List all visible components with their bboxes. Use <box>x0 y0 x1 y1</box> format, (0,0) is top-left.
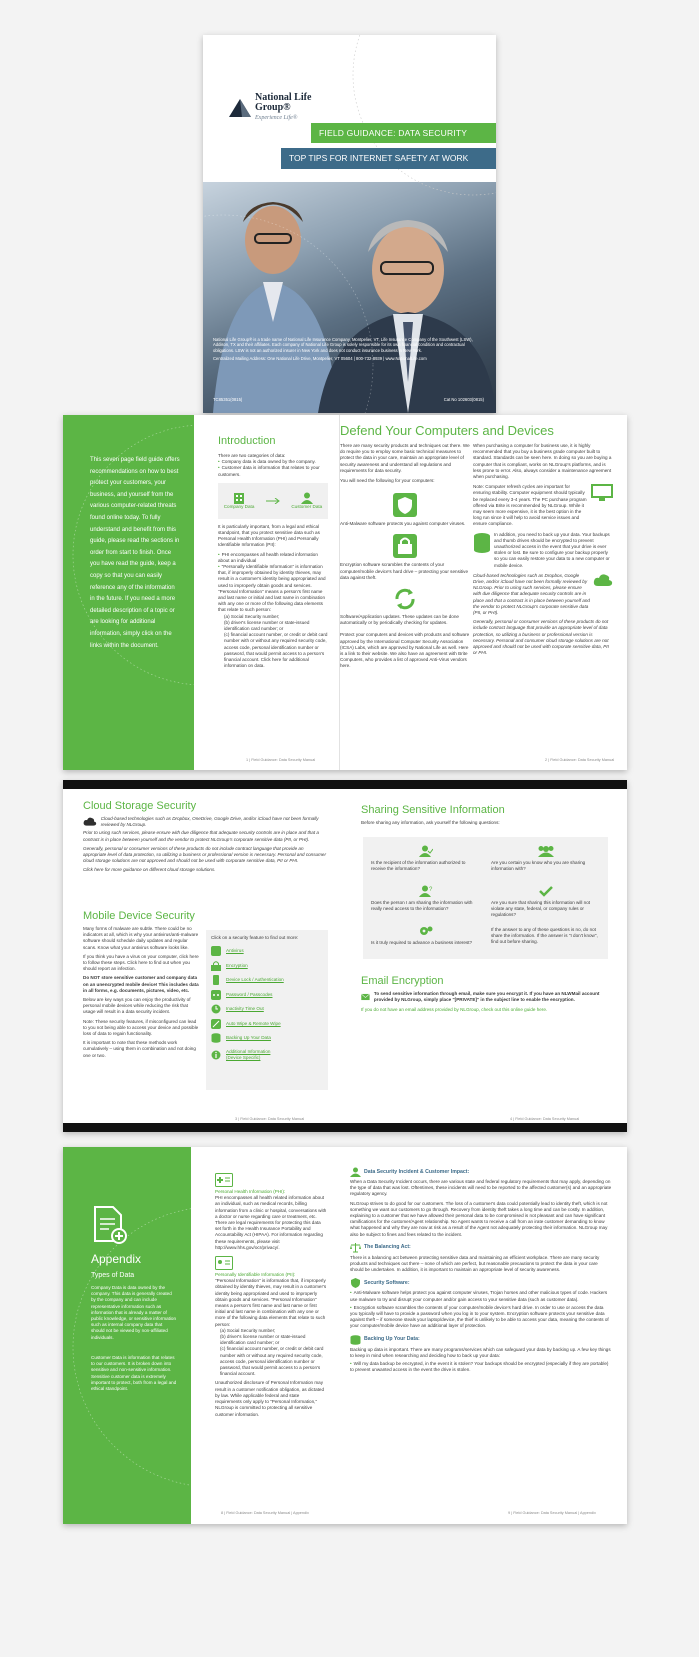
question-4 <box>491 885 601 919</box>
defend-item-updates <box>340 587 470 626</box>
keypad-icon <box>211 990 221 1000</box>
question-2-text: Are you certain you know who you are sharing information with? <box>491 860 586 872</box>
questions-note: If the answer to any of these questions is no, do not share the information. If the answer is "I don't know", find out before sharing. <box>491 927 598 945</box>
cover-band-top-tips: TOP TIPS FOR INTERNET SAFETY AT WORK <box>281 148 496 169</box>
mobile-cumulative-text: It is important to note that these methods work cumulatively – using them in combination and not doing one or two. <box>83 1040 196 1058</box>
svg-text:?: ? <box>429 887 433 893</box>
intro-categories-text: There are two categories of data: <box>218 453 286 458</box>
feature-device-lock[interactable] <box>211 973 323 988</box>
software-bullet-antimalware: • Anti-Malware software helps protect you against computer viruses, Trojan horses and other malicious types of code. Hackers use malware to try and disrupt your computer and/or gain access to your sensitive data (such as customer data). <box>350 1290 612 1302</box>
building-icon <box>232 492 246 504</box>
software-heading <box>350 1278 612 1288</box>
cover-disclaimer-text: National Life Group® is a trade name of National Life Insurance Company, Montpelier, VT, Life Insurance Company of the Southwest (LSW), Addison, TX and their affiliates. Each company of National Life Group is solely responsible for its own financial condition and contractual obligations. LSW is not an authorized insurer in New York and does not conduct insurance business in New York. <box>213 337 473 353</box>
sharing-title: Sharing Sensitive Information <box>361 804 505 816</box>
question-2 <box>491 845 601 872</box>
group-icon <box>350 1167 361 1177</box>
feature-label: Device Lock / Authentication <box>226 977 284 983</box>
defend-column-1 <box>340 443 470 670</box>
intro-sensitive-text: It is particularly important, from a legal and ethical standpoint, that you protect sensitive data such as Personal Health Information (PHI) and Personally Identifiable Information (PII): <box>218 523 320 548</box>
customer-data-item <box>291 492 322 510</box>
sharing-section <box>361 804 611 826</box>
defend-antimalware-text: Anti-Malware software protects you against computer viruses. <box>340 521 466 527</box>
incident-title: Data Security Incident & Customer Impact: <box>364 1168 470 1175</box>
spread-cloud-mobile-sharing <box>63 780 627 1132</box>
intro-bullet-customer: • Customer data is information that relates to your customers. <box>218 465 328 477</box>
national-life-logo <box>229 93 311 121</box>
company-data-label: Company Data <box>223 503 255 509</box>
feature-label: Encryption <box>226 962 248 968</box>
email-guide-link[interactable]: If you do not have an email address provided by NLGroup, check out this online guide here. <box>361 1007 548 1013</box>
cloud-intro: Cloud-based technologies such as Dropbox, OneDrive, Google Drive, and/or iCloud have not been formally reviewed by NLGroup. <box>100 816 319 828</box>
backup-text: Backing up data is important. There are many programs/services which can safeguard your data by backing up. A few key things to keep in mind when researching and deciding how to back up your data: <box>350 1346 611 1358</box>
cloud-title: Cloud Storage Security <box>83 800 197 812</box>
phone-lock-icon <box>211 975 221 985</box>
database-icon <box>350 1335 361 1345</box>
incident-heading <box>350 1167 612 1177</box>
defend-title-wrap <box>340 423 610 438</box>
page-footer-4: 4 | Field Guidance: Data Security Manual <box>510 1117 580 1121</box>
balancing-title: The Balancing Act: <box>364 1244 411 1251</box>
security-features-box <box>206 930 328 1090</box>
pii-title: Personally Identifiable Information (PII): <box>215 1272 296 1278</box>
feature-encryption[interactable] <box>211 959 323 974</box>
defend-note-text: Note: Computer refresh cycles are important for ensuring stability. Computer equipment should typically be replaced every 3-4 years. The PC purchase program offered via Brite is recommended by NLGroup. While it may seem more expensive, it is the best option in the long run since it will help to avoid service issues and ensure compliance. <box>473 484 587 527</box>
arrow-right-icon <box>266 498 280 504</box>
feature-antivirus[interactable] <box>211 944 323 959</box>
defend-backup-text: In addition, you need to back up your data. Your backups and thumb drives should be encrypted to prevent unauthorized access in the event that your drive is ever stolen or lost. Be sure to configure your backup properly so you can easily restore your data to a new computer or mobile device. <box>494 531 610 568</box>
cover-cat-number: Cat No 102603(0815) <box>443 397 484 402</box>
cloud-icon <box>593 573 613 587</box>
email-encrypt-text: To send sensitive information through email, make sure you encrypt it. If you have an NLWMail account provided by NLGroup, simply place "[PRIVATE]" in the subject line to enable the encryption. <box>373 991 600 1003</box>
email-section <box>361 975 611 1014</box>
logo-tagline: Experience Life® <box>255 115 298 121</box>
mobile-section <box>83 910 201 1059</box>
intro-item-c: (c) financial account number, or credit or debit card number with or without any required security code, access code, personal identification number or password, that would permit access to a person's financial account. Click here for additional information on data. <box>224 632 328 669</box>
question-1 <box>371 845 481 872</box>
question-3 <box>371 885 481 912</box>
lock-icon <box>211 961 221 971</box>
feature-password[interactable] <box>211 988 323 1003</box>
clock-icon <box>211 1004 221 1014</box>
question-3-text: Does the person I am sharing the information with really need access to the information? <box>371 900 473 912</box>
feature-backup[interactable] <box>211 1031 323 1046</box>
defend-note-block <box>473 484 613 527</box>
feature-label: Auto Wipe & Remote Wipe <box>226 1020 281 1026</box>
mobile-keyways-text: Below are key ways you can enjoy the productivity of personal mobile devices while reducing the risk that usage will result in a data security incident. <box>83 997 191 1015</box>
user-question-icon <box>419 885 433 897</box>
feature-label: Additional Information (Device Specific) <box>226 1048 271 1060</box>
logo-name-line2: Group® <box>255 102 291 113</box>
cover-mailing-address: Centralized Mailing Address: One National Life Drive, Montpelier, VT 05604 | 800-732-8939 | www.NationalLife.com <box>213 356 427 362</box>
types-company-text: Company Data is data owned by the company. This data is generally created by the company and can include representative information such as information that is already a matter of public knowledge, or sensitive information such as internal company data that should not be viewed by non-affiliated individuals. <box>91 1285 177 1340</box>
defend-icsa-text: Protect your computers and devices with products and software approved by the International Computer Security Association (ICSA) Labs, which are approved by National Life as well. Here is a link to their website. We also have an agreement with Brite Computers, who provides a list of approved Anti-Virus vendors here. <box>340 632 470 669</box>
mountain-logo-icon <box>229 97 251 117</box>
envelope-icon <box>361 991 370 1003</box>
page-footer-9: 9 | Field Guidance: Data Security Manual | Appendix <box>508 1511 596 1515</box>
question-1-text: Is the recipient of the information authorized to receive the information? <box>371 860 466 872</box>
cloud-guidance-link[interactable]: Click here for more guidance on different cloud storage solutions. <box>83 867 216 873</box>
incident-text-2: NLGroup strives to do good for our customers. The loss of a customer's data could potentially lead to identity theft, which is not something we want our customers to go through. Recovery from identity theft takes a long time and can be costly. In addition, explaining to a customer that we have allowed their personal data to be compromised is not pleasant and can have significant ramifications for the customer/Agent relationship. No Agent wants to receive a call from an irate customer demanding to know what happened and why they are now at risk as a result of the Agent not adequately protecting their information. NLGroup may also be subject to fines and fees related to the incident. <box>350 1200 608 1237</box>
mobile-malware-text: Many forms of malware are subtle. There could be no indicators at all, which is why your antivirus/anti-malware software should schedule daily updates and regular scans. Know what your antivirus software looks like. <box>83 926 199 950</box>
top-edge-bar <box>63 780 627 789</box>
backup-title: Backing Up Your Data: <box>364 1336 420 1343</box>
mobile-virus-text: If you think you have a virus on your computer, click here to follow these steps. Click here to find out when you should report an infection. <box>83 953 199 972</box>
spread-intro-defend <box>63 415 627 770</box>
mobile-title: Mobile Device Security <box>83 910 195 922</box>
backup-heading <box>350 1335 612 1345</box>
feature-label: Inactivity Time Out <box>226 1006 264 1012</box>
antivirus-icon <box>211 946 221 956</box>
cloud-icon <box>83 816 97 827</box>
defend-generally-text: Generally, personal or consumer versions of these products do not include contract language that provide an appropriate level of data protection, so utilizing a business or professional version is necessary. Personal and consumer cloud storage solutions are not approved and should not be used with corporate sensitive data, PII or PHI. <box>473 619 609 656</box>
backup-icon <box>211 1033 221 1043</box>
defend-item-encryption <box>340 533 470 581</box>
sidebar-intro-text: This seven page field guide offers recommendations on how to best protect your customers, your business, and yourself from the various computer-related threats found online today. To fully understand and benefit from this guide, please read the sections in order from start to finish. Once you have read the guide, keep a copy so that you can easily reference any of the information in the future. If you need a more detailed description of a topic or are looking for additional information, simply click on the links within the document. <box>90 457 180 649</box>
monitor-icon <box>591 484 613 502</box>
page-footer-2: 2 | Field Guidance: Data Security Manual <box>545 758 615 762</box>
id-card-icon <box>215 1256 233 1270</box>
intro-bullet-pii: • "Personally Identifiable Information" is information that, if improperly obtained by identity thieves, may result in a customer's identity being appropriated and used to improperly obtain goods and services. "Personal Information" means a person's first name and last name or initial and last name in combination with any one or more of the following data elements that relate to such person: <box>218 564 328 614</box>
defend-cloud-block <box>473 573 613 616</box>
user-check-icon <box>419 845 433 857</box>
defend-need-text: You will need the following for your computers: <box>340 478 435 484</box>
phi-text: PHI encompasses all health related information about an individual, such as medical records, billing information from a clinic or hospital, conversations with a doctor or nurse regarding care or treatment, etc. There are legal requirements for protecting this data set forth in the Health Insurance Portability and Accountability Act (HIPAA). For information regarding these requirements, please visit http://www.hhs.gov/ocr/privacy/. <box>215 1195 327 1250</box>
types-customer-text: Customer Data is information that relates to our customers. It is broken down into sensitive and non-sensitive information. Sensitive customer data is extremely important to protect, both from a legal and ethical standpoint. <box>91 1355 177 1392</box>
appendix-column-2 <box>350 1167 612 1373</box>
question-5 <box>371 925 481 946</box>
page-footer-8: 8 | Field Guidance: Data Security Manual | Appendix <box>221 1511 309 1515</box>
bottom-edge-bar <box>63 1123 627 1132</box>
person-icon <box>300 492 314 504</box>
software-bullet-encryption: • Encryption software scrambles the contents of your computer/mobile device's hard drive. In order to use or access the data you typically will have to provide a password when you log in to your system. Encryption software protects your sensitive data against theft – if someone steals your laptop/device, the thief is unlikely to be able to access your data, meaning the contents of your computer/mobile device have an additional layer of protection. <box>350 1305 612 1330</box>
defend-updates-text: Software/Application updates. These updates can be done automatically or by periodically checking for updates. <box>340 614 459 626</box>
intro-sidebar <box>63 415 194 770</box>
mobile-warning-text: Do NOT store sensitive customer and company data on an unencrypted mobile device! This includes data in all forms, e.g. documents, pictures, video, etc. <box>83 975 199 993</box>
email-title: Email Encryption <box>361 975 444 987</box>
defend-item-antimalware <box>340 492 470 527</box>
wipe-icon <box>211 1019 221 1029</box>
logo-name-line1: National Life <box>255 92 312 103</box>
feature-label: Antivirus <box>226 948 244 954</box>
pii-text: "Personal Information" is information that, if improperly obtained by identity thieves, may result in a customer's identity being appropriated and used to improperly obtain goods and services. "Personal Information" means a person's first name and last name or first initial and last name in combination with any one or more of the following data elements that relate to such person: <box>215 1278 327 1327</box>
defend-cloud-text: Cloud-based technologies such as Dropbox, Google Drive, and/or iCloud have not been formally reviewed by NLGroup. Prior to using such services, please ensure with due diligence that adequate security controls are in place and that a contract is in place between yourself and the vendor to protect NLGroup's corporate sensitive data (PII, or PHI). <box>473 572 590 616</box>
database-icon <box>473 532 491 554</box>
feature-inactivity[interactable] <box>211 1002 323 1017</box>
refresh-icon <box>393 587 417 611</box>
appendix-sidebar <box>63 1147 191 1524</box>
intro-item-b: (b) driver's license number or state-issued identification card number; or <box>224 619 310 632</box>
intro-bullet-phi: • PHI encompasses all health related information about an individual <box>218 552 328 564</box>
feature-header: Click on a security feature to find out more: <box>211 935 299 940</box>
shield-icon <box>350 1278 361 1288</box>
balancing-text: There is a balancing act between protecting sensitive data and maintaining an efficient workplace. There are many security products and techniques out there – none of which are perfect, but reasonable precautions to protect the data in your care should be undertaken. In addition, it is important to maintain an appropriate level of security awareness. <box>350 1254 600 1273</box>
intro-item-a: (a) Social Security number; <box>224 613 280 619</box>
defend-encryption-text: Encryption software scrambles the contents of your computer/mobile device's hard drive – protecting your sensitive data against theft. <box>340 562 469 580</box>
question-4-text: Are you sure that sharing this information will not violate any state, federal, or company rules or regulations? <box>491 900 591 918</box>
customer-data-label: Customer Data <box>291 503 323 509</box>
types-title: Types of Data <box>91 1272 135 1279</box>
checkmark-icon <box>539 885 553 897</box>
defend-title: Defend Your Computers and Devices <box>340 423 554 438</box>
pii-item-b: (b) driver's license number or state-issued identification card number; or <box>220 1334 306 1346</box>
group-icon <box>536 845 556 857</box>
balancing-heading <box>350 1243 612 1253</box>
question-5-text: Is it truly required to advance a business interest? <box>371 940 473 945</box>
intro-title: Introduction <box>218 435 276 447</box>
cloud-generally: Generally, personal or consumer versions of these products do not include contract language that provide an appropriate level of data protection, so utilizing a business or professional version is necessary. Personal and consumer cloud storage solutions are not approved and should not be used with corporate sensitive data, PII or PHI. <box>83 845 327 864</box>
document-add-icon <box>93 1205 127 1245</box>
cover-tc-code: TC85351(0815) <box>213 397 243 402</box>
shield-lock-icon <box>392 492 418 518</box>
cloud-section <box>83 800 328 874</box>
feature-auto-wipe[interactable] <box>211 1017 323 1032</box>
page-footer-1: 1 | Field Guidance: Data Security Manual <box>246 758 316 762</box>
cloud-intro-row <box>83 816 328 828</box>
cloud-diligence: Prior to using such services, please ensure with due diligence that adequate security controls are in place and that a contract is in place between yourself and the vendor to protect NLGroup's corporate sensitive data (PII, or PHI). <box>83 830 319 842</box>
spread-appendix <box>63 1147 627 1524</box>
intro-bullet-company: • Company data is data owned by the company. <box>218 459 328 465</box>
cover-band-field-guidance: FIELD GUIDANCE: DATA SECURITY <box>311 123 496 143</box>
pii-item-a: (a) Social Security number; <box>220 1327 276 1333</box>
data-types-diagram <box>218 483 328 519</box>
sharing-questions-box <box>363 837 608 959</box>
feature-label: Password / Passcodes <box>226 991 273 997</box>
phi-title: Personal Health Information (PHI): <box>215 1189 286 1194</box>
info-icon <box>211 1050 221 1060</box>
backup-bullet-encrypted: • Will my data backup be encrypted, in the event it is stolen? Your backups should be encrypted (especially if they are portable) to prevent unwanted access in the event the drive is stolen. <box>350 1361 612 1373</box>
sharing-intro: Before sharing any information, ask yourself the following questions: <box>361 820 500 825</box>
encryption-icon <box>392 533 418 559</box>
defend-column-2 <box>473 443 613 657</box>
software-title: Security Software: <box>364 1279 410 1286</box>
incident-text-1: When a Data Security Incident occurs, there are various state and federal regulatory requirements that may apply, depending on the type of data that was lost. Oftentimes, these incidents will need to be reported to the affected customer(s) and an appropriate regulatory agency. <box>350 1179 612 1197</box>
page-footer-3: 3 | Field Guidance: Data Security Manual <box>235 1117 305 1121</box>
pii-disclosure-text: Unauthorized disclosure of Personal Information may result in a customer notification obligation, as dictated by law. While applicable federal and state requirements only apply to "Personal Information," NLGroup is committed to protecting all sensitive customer information. <box>215 1380 325 1417</box>
feature-label: Backing Up Your Data <box>226 1035 271 1041</box>
mobile-note-text: Note: These security features, if misconfigured can lead to you not being able to access your device and possible loss of data to regain functionality. <box>83 1018 199 1037</box>
email-encrypt-row <box>361 991 611 1003</box>
appendix-column-1 <box>215 1173 327 1418</box>
defend-backup-block <box>473 532 613 569</box>
defend-intro: There are many security products and techniques out there. We do require you to employ some basic technical measures to protect the data in your care, maintain an appropriate level of security awareness and understand all regulations and requirements for data security. <box>340 443 470 473</box>
cover-disclaimer <box>213 337 486 362</box>
pii-item-c: (c) financial account number, or credit or debit card number with or without any required security code, access code, personal identification number or password, that would permit access to a person's financial account. <box>220 1346 324 1377</box>
defend-purchasing-text: When purchasing a computer for business use, it is highly recommended that you buy a business grade computer built to standard. Standards can be seen here. In doing so you are buying a computer that is compliant, works on NLGroup's platforms, and is less prone to error. Also, always consider a maintenance agreement when purchasing. <box>473 443 612 480</box>
gears-icon <box>419 925 433 937</box>
brochure-cover <box>203 35 496 413</box>
company-data-item <box>224 492 255 510</box>
intro-column <box>218 435 328 669</box>
medical-id-icon <box>215 1173 233 1187</box>
appendix-title: Appendix <box>91 1252 142 1266</box>
feature-additional-info[interactable] <box>211 1046 323 1064</box>
scale-icon <box>350 1243 361 1253</box>
